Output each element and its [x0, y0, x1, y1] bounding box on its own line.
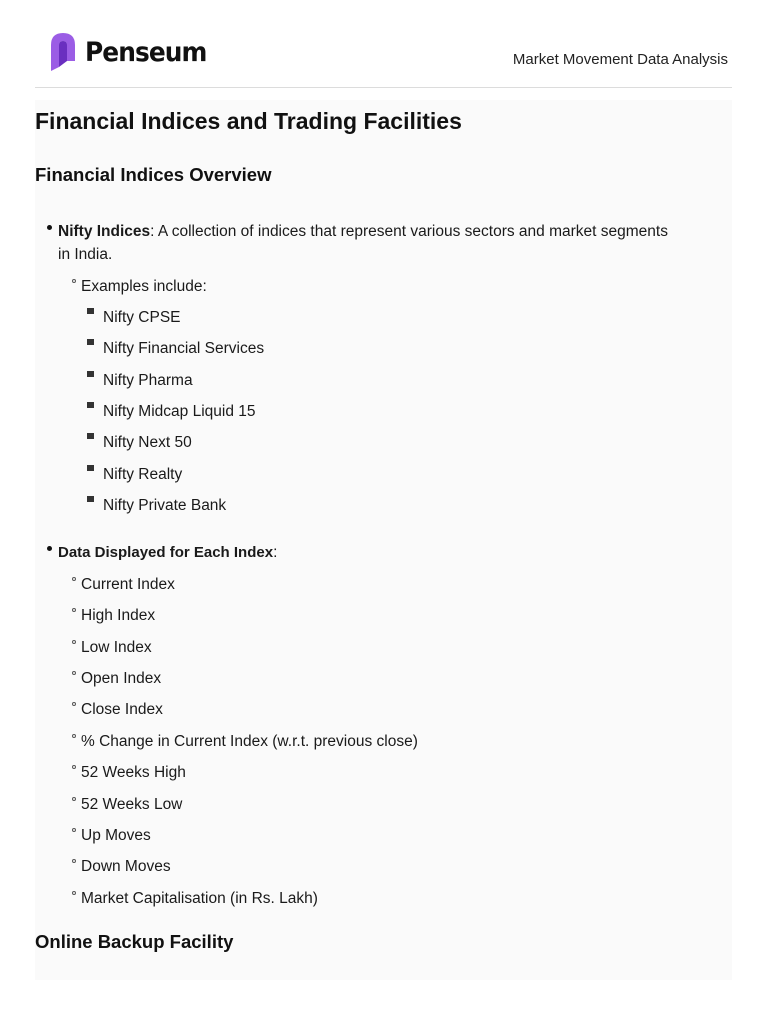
circle-bullet-icon [72, 608, 76, 612]
square-bullet-icon [87, 402, 94, 408]
nifty-indices-label: Nifty Indices [58, 223, 151, 240]
nifty-indices-text: : A collection of indices that represent various sectors and market segments [150, 223, 668, 240]
circle-bullet-icon [72, 765, 76, 769]
circle-bullet-icon [72, 577, 76, 581]
penseum-logo-icon [48, 31, 78, 73]
circle-bullet-icon [72, 734, 76, 738]
square-bullet-icon [87, 339, 94, 345]
list-item: Nifty Realty [103, 466, 183, 483]
list-item: Down Moves [81, 858, 171, 875]
list-item: High Index [81, 607, 156, 624]
list-item: 52 Weeks High [81, 764, 186, 781]
data-displayed-item [58, 541, 277, 564]
list-item: Nifty Next 50 [103, 434, 192, 451]
list-item: Nifty Midcap Liquid 15 [103, 403, 256, 420]
circle-bullet-icon [72, 797, 76, 801]
header-title: Market Movement Data Analysis [512, 51, 728, 68]
section-heading-online-backup: Online Backup Facility [35, 931, 234, 952]
square-bullet-icon [87, 371, 94, 377]
circle-bullet-icon [72, 859, 76, 863]
circle-bullet-icon [72, 671, 76, 675]
circle-bullet-icon [72, 640, 76, 644]
circle-bullet-icon [72, 702, 76, 706]
list-item: Market Capitalisation (in Rs. Lakh) [81, 890, 318, 907]
square-bullet-icon [87, 465, 94, 471]
square-bullet-icon [87, 433, 94, 439]
list-item: Up Moves [81, 827, 151, 844]
square-bullet-icon [87, 308, 94, 314]
list-item: Nifty CPSE [103, 309, 181, 326]
brand-logo[interactable] [48, 32, 217, 72]
list-item: 52 Weeks Low [81, 796, 183, 813]
nifty-indices-text-cont: in India. [58, 246, 113, 263]
bullet-icon [47, 546, 52, 551]
nifty-indices-item [58, 220, 718, 243]
brand-name: Penseum [85, 36, 207, 68]
square-bullet-icon [87, 496, 94, 502]
bullet-icon [47, 225, 52, 230]
circle-bullet-icon [72, 279, 76, 283]
list-item: Nifty Private Bank [103, 497, 227, 514]
circle-bullet-icon [72, 828, 76, 832]
data-displayed-suffix: : [273, 544, 278, 561]
list-item: Open Index [81, 670, 162, 687]
section-heading-financial-indices: Financial Indices Overview [35, 164, 272, 185]
list-item: Current Index [81, 576, 175, 593]
list-item: Close Index [81, 701, 163, 718]
document-title: Financial Indices and Trading Facilities [35, 108, 462, 134]
list-item: Nifty Financial Services [103, 340, 265, 357]
list-item: Nifty Pharma [103, 372, 193, 389]
data-displayed-label: Data Displayed for Each Index [58, 544, 274, 561]
list-item: Low Index [81, 639, 152, 656]
examples-label: Examples include: [81, 278, 207, 295]
page-header [35, 28, 732, 88]
circle-bullet-icon [72, 891, 76, 895]
list-item: % Change in Current Index (w.r.t. previous close) [81, 733, 418, 750]
